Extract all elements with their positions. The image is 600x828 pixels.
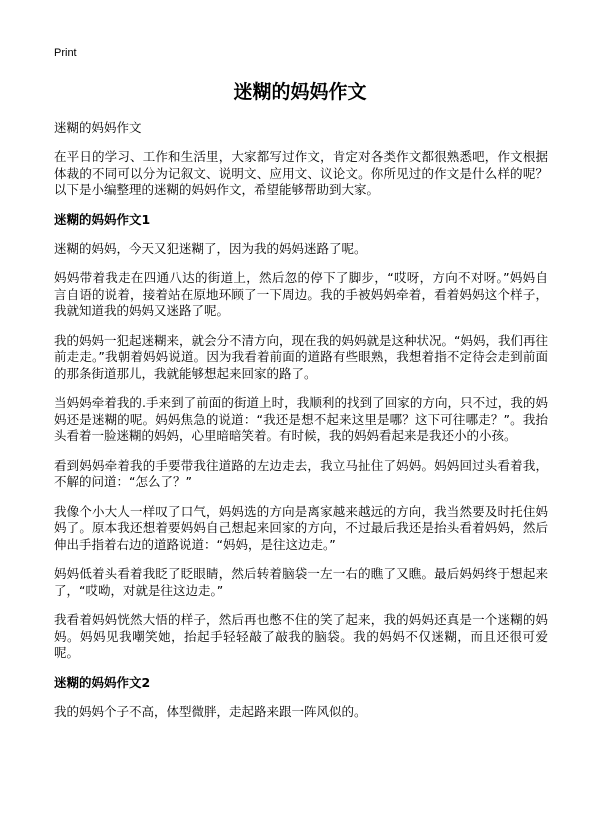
article-subtitle: 迷糊的妈妈作文: [54, 120, 142, 135]
section-heading: 迷糊的妈妈作文1: [54, 211, 151, 227]
article-body: [54, 120, 548, 733]
print-link[interactable]: Print: [54, 47, 77, 59]
paragraph: 妈妈带着我走在四通八达的街道上，然后忽的停下了脚步，“哎呀，方向不对呀。”妈妈自言自语的说着，接着站在原地环顾了一下周边。我的手被妈妈牵着，看着妈妈这个样子，我就知道我的妈妈又迷路了呢。: [54, 270, 548, 318]
paragraph: 妈妈低着头看着我眨了眨眼睛，然后转着脑袋一左一右的瞧了又瞧。最后妈妈终于想起来了，“哎呦，对就是往这边走。”: [54, 566, 548, 598]
paragraph: 我的妈妈一犯起迷糊来，就会分不清方向，现在我的妈妈就是这种状况。“妈妈，我们再往前走走。”我朝着妈妈说道。因为我看着前面的道路有些眼熟，我想着指不定待会走到前面的那条街道那儿，我就能够想起来回家的路了。: [54, 332, 548, 381]
paragraph: 迷糊的妈妈，今天又犯迷糊了，因为我的妈妈迷路了呢。: [54, 240, 367, 256]
section-heading: 迷糊的妈妈作文2: [54, 674, 151, 690]
paragraph: 我的妈妈个子不高，体型微胖，走起路来跟一阵风似的。: [54, 703, 367, 719]
paragraph: 我像个小大人一样叹了口气，妈妈选的方向是离家越来越远的方向，我当然要及时托住妈妈了。原本我还想着要妈妈自己想起来回家的方向，不过最后我还是抬头看着妈妈，然后伸出手指着右边的道路说道：“妈妈，是往这边走。”: [54, 503, 548, 552]
paragraph: 当妈妈牵着我的.手来到了前面的街道上时，我顺利的找到了回家的方向，只不过，我的妈妈还是迷糊的呢。妈妈焦急的说道：“我还是想不起来这里是哪？这下可往哪走？”。我抬头看着一脸迷糊的妈妈，心里暗暗笑着。有时候，我的妈妈看起来是我还小的小孩。: [54, 395, 548, 443]
page-title: 迷糊的妈妈作文: [233, 81, 367, 103]
paragraph: 看到妈妈牵着我的手要带我往道路的左边走去，我立马扯住了妈妈。妈妈回过头看着我，不解的问道：“怎么了？”: [54, 457, 548, 489]
paragraph: 我看着妈妈恍然大悟的样子，然后再也憋不住的笑了起来，我的妈妈还真是一个迷糊的妈妈。妈妈见我嘲笑她，抬起手轻轻敲了敲我的脑袋。我的妈妈不仅迷糊，而且还很可爱呢。: [54, 612, 548, 660]
intro-paragraph: 在平日的学习、工作和生活里，大家都写过作文，肯定对各类作文都很熟悉吧，作文根据体裁的不同可以分为记叙文、说明文、应用文、议论文。你所见过的作文是什么样的呢？以下是小编整理的迷糊的妈妈作文，希望能够帮助到大家。: [54, 149, 548, 197]
